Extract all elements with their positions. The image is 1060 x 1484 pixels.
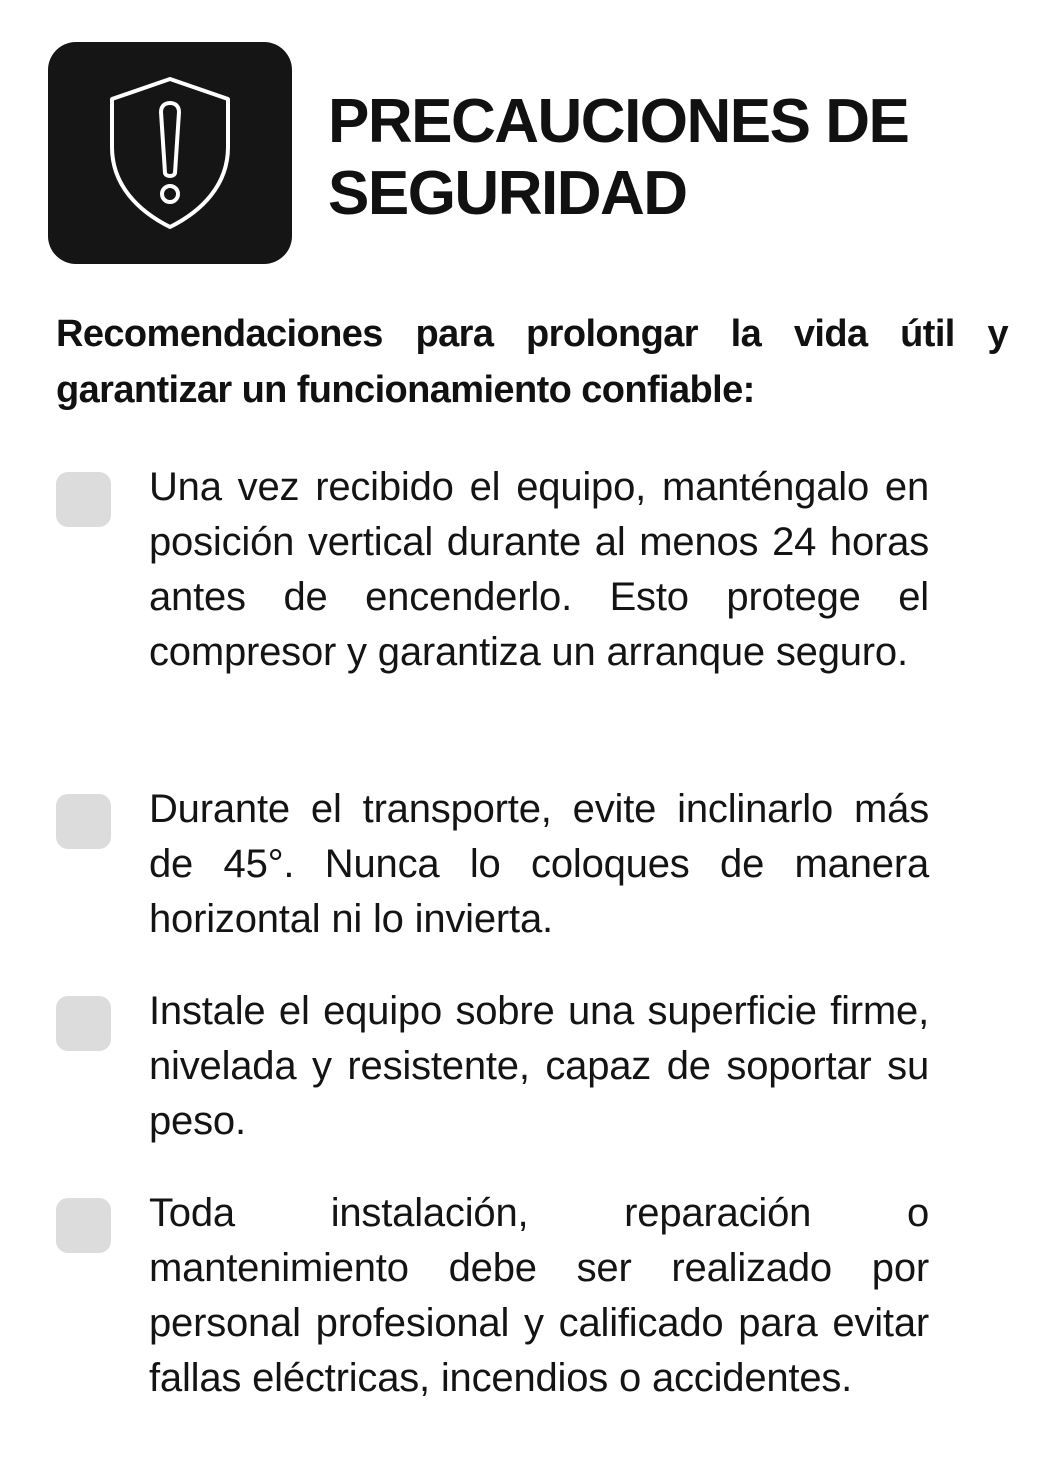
list-item-text: Instale el equipo sobre una superficie firme, nivelada y resistente, capaz de soportar su peso. [149, 989, 929, 1143]
list-item-text: Una vez recibido el equipo, manténgalo en posición vertical durante al menos 24 horas antes de encenderlo. Esto protege el compresor y garantiza un arranque seguro. [149, 465, 929, 674]
page-title: PRECAUCIONES DE SEGURIDAD [328, 87, 909, 228]
checkbox[interactable] [56, 472, 111, 527]
shield-exclamation-icon [104, 73, 236, 233]
header [48, 42, 1012, 264]
checkbox[interactable] [56, 1198, 111, 1253]
list-item-text: Durante el transporte, evite inclinarlo más de 45°. Nunca lo coloques de manera horizontal ni lo invierta. [149, 787, 929, 941]
checkbox[interactable] [56, 794, 111, 849]
icon-tile [48, 42, 292, 264]
list-item-text: Toda instalación, reparación o mantenimiento debe ser realizado por personal profesional y calificado para evitar fallas eléctricas, incendios o accidentes. [149, 1191, 929, 1400]
intro-text: Recomendaciones para prolongar la vida útil y garantizar un funcionamiento confiable: [56, 313, 1008, 411]
checkbox[interactable] [56, 996, 111, 1051]
